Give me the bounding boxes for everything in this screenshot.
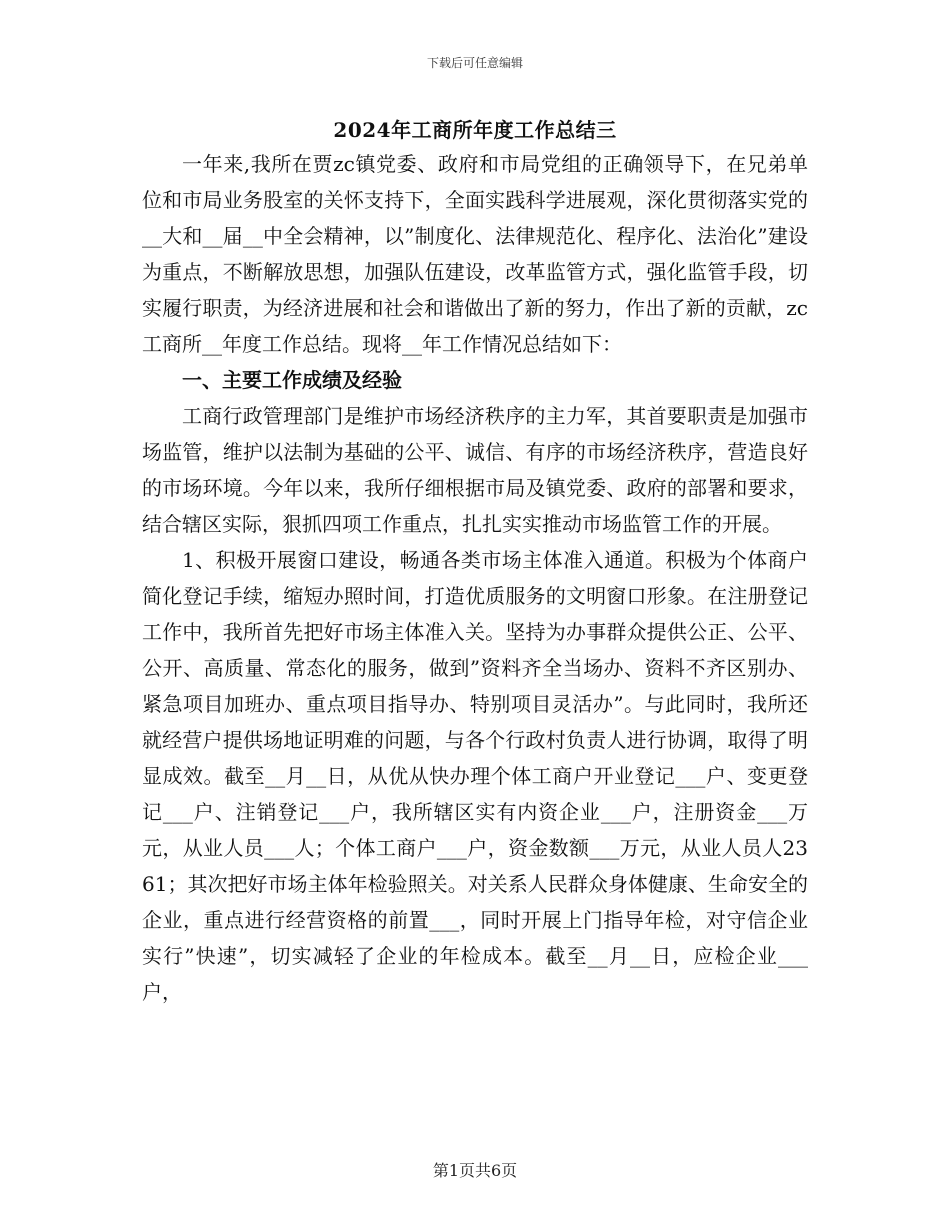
document-title: 2024年工商所年度工作总结三 bbox=[333, 118, 617, 142]
paragraph-window-construction: 1、积极开展窗口建设，畅通各类市场主体准入通道。积极为个体商户简化登记手续，缩短办照时间，打造优质服务的文明窗口形象。在注册登记工作中，我所首先把好市场主体准入关。坚持为办事群众提供公正、公平、公开、高质量、常态化的服务，做到”资料齐全当场办、资料不齐区别办、紧急项目加班办、重点项目指导办、特别项目灵活办”。与此同时，我所还就经营户提供场地证明难的问题，与各个行政村负责人进行协调，取得了明显成效。截至__月__日，从优从快办理个体工商户开业登记___户、变更登记___户、注销登记___户，我所辖区实有内资企业___户，注册资金___万元，从业人员___人；个体工商户___户，资金数额___万元，从业人员人2361；其次把好市场主体年检验照关。对关系人民群众身体健康、生命安全的企业，重点进行经营资格的前置___，同时开展上门指导年检，对守信企业实行”快速”，切实减轻了企业的年检成本。截至__月__日，应检企业___户， bbox=[142, 548, 808, 1004]
page-header: 下载后可任意编辑 bbox=[426, 56, 523, 70]
section-heading: 一、主要工作成绩及经验 bbox=[182, 368, 402, 392]
document-body bbox=[142, 146, 808, 1010]
page-footer: 第1页共6页 bbox=[432, 1161, 518, 1180]
paragraph-market-supervision: 工商行政管理部门是维护市场经济秩序的主力军，其首要职责是加强市场监管，维护以法制为基础的公平、诚信、有序的市场经济秩序，营造良好的市场环境。今年以来，我所仔细根据市局及镇党委、政府的部署和要求，结合辖区实际，狠抓四项工作重点，扎扎实实推动市场监管工作的开展。 bbox=[142, 404, 808, 536]
paragraph-intro: 一年来,我所在贾zc镇党委、政府和市局党组的正确领导下，在兄弟单位和市局业务股室的关怀支持下，全面实践科学进展观，深化贯彻落实党的__大和__届__中全会精神，以”制度化、法律规范化、程序化、法治化”建设为重点，不断解放思想，加强队伍建设，改革监管方式，强化监管手段，切实履行职责，为经济进展和社会和谐做出了新的努力，作出了新的贡献，zc工商所__年度工作总结。现将__年工作情况总结如下： bbox=[142, 152, 808, 356]
